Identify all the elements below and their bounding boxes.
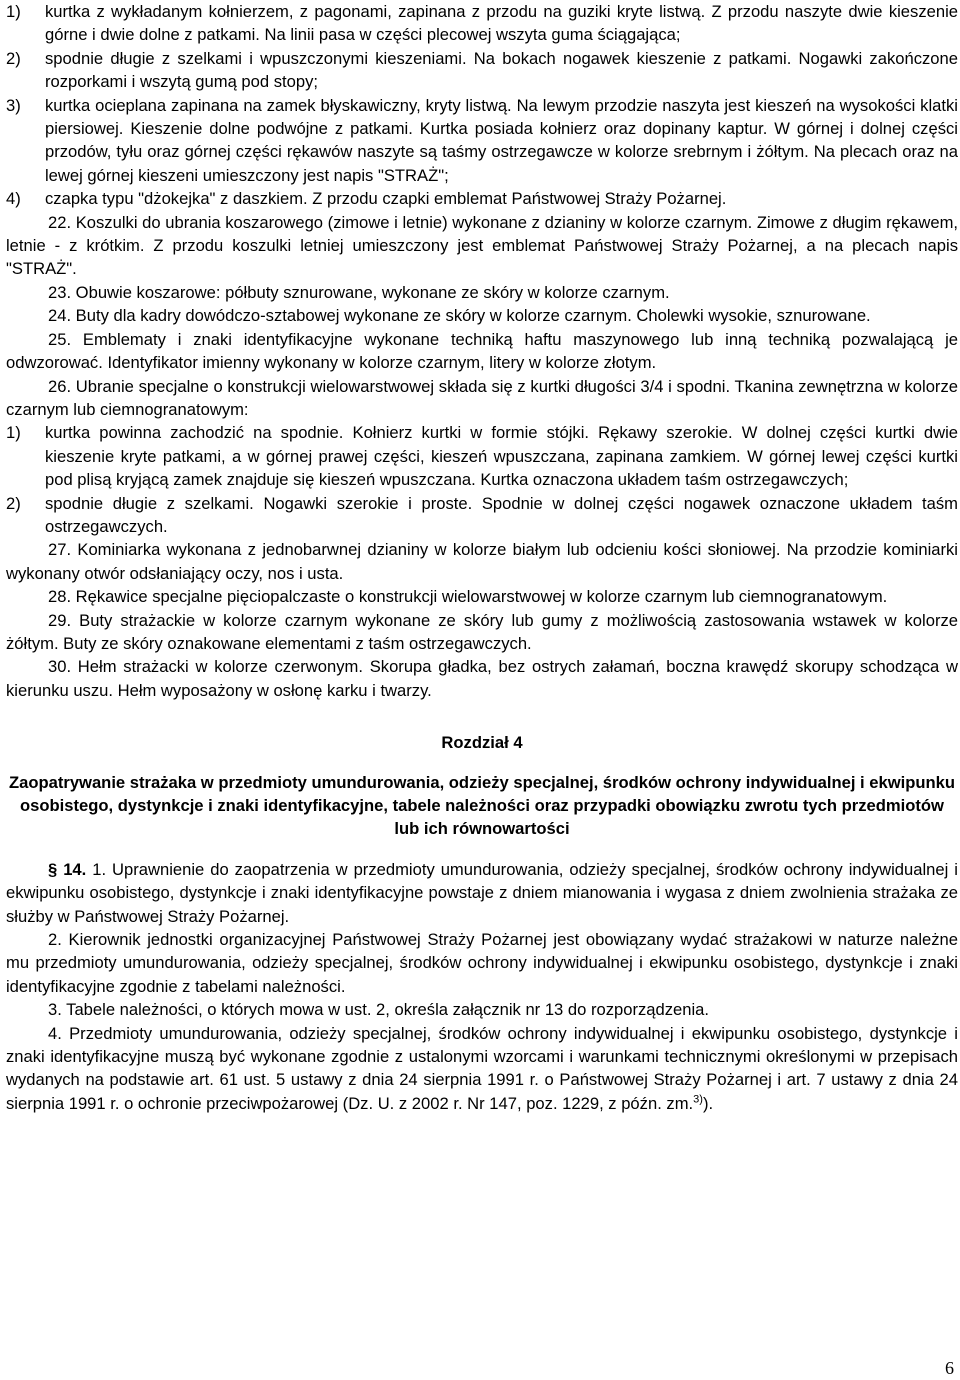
- list-item-number: 2): [6, 493, 21, 513]
- paragraph-27: 27. Kominiarka wykonana z jednobarwnej dzianiny w kolorze białym lub odcieniu kości słoniowej. Na przodzie kominiarki wykonany otwór odsłaniający oczy, nos i usta.: [6, 540, 958, 583]
- list-item-number: 4): [6, 189, 21, 209]
- list-item-number: 1): [6, 2, 21, 21]
- section-14-text-4: 4. Przedmioty umundurowania, odzieży specjalnej, środków ochrony indywidualnej i ekwipunku osobistego, dystynkcje i znaki identyfikacyjne muszą być wykonane zgodnie z ustalonymi wzorcami i warunkami technicznymi określonymi w przepisach wydanych na podstawie art. 61 ust. 5 ustawy z dnia 24 sierpnia 1991 r. o Państwowej Straży Pożarnej i art. 7 ustawy z dnia 24 sierpnia 1991 r. o ochronie przeciwpożarowej (Dz. U. z 2002 r. Nr 147, poz. 1229, z późn. zm.: [6, 1023, 958, 1113]
- list-item-text: kurtka powinna zachodzić na spodnie. Kołnierz kurtki w formie stójki. Rękawy szerokie. W dolnej części kurtki dwie kieszenie kryte patkami, a w górnej prawej części, kieszeń wpuszczana, zapinana zamkiem. W górnej lewej części kurtki pod plisą kryjącą zamek znajduje się kieszeń wpuszczana. Kurtka oznaczona układem taśm ostrzegawczych;: [45, 423, 958, 490]
- list-item: [6, 421, 958, 491]
- section-14-heading: § 14.: [48, 859, 87, 879]
- section-14-paragraph-1: [6, 858, 958, 928]
- paragraph-24: 24. Buty dla kadry dowódczo-sztabowej wykonane ze skóry w kolorze czarnym. Cholewki wysokie, sznurowane.: [48, 306, 871, 326]
- paragraph-23: 23. Obuwie koszarowe: półbuty sznurowane, wykonane ze skóry w kolorze czarnym.: [48, 282, 670, 302]
- list-item: [6, 187, 958, 210]
- paragraph-26: 26. Ubranie specjalne o konstrukcji wielowarstwowej składa się z kurtki długości 3/4 i spodni. Tkanina zewnętrzna w kolorze czarnym lub ciemnogranatowym:: [6, 376, 958, 419]
- list-item: [6, 0, 958, 47]
- paragraph-30: 30. Hełm strażacki w kolorze czerwonym. Skorupa gładka, bez ostrych załamań, boczna krawędź skorupy schodząca w kierunku uszu. Hełm wyposażony w osłonę karku i twarzy.: [6, 657, 958, 700]
- section-14-paragraph-2: 2. Kierownik jednostki organizacyjnej Państwowej Straży Pożarnej jest obowiązany wydać strażakowi w naturze należne mu przedmioty umundurowania, odzieży specjalnej, środków ochrony indywidualnej i ekwipunku osobistego, dystynkcje i znaki identyfikacyjne zgodnie z tabelami należności.: [6, 930, 958, 996]
- footnote-reference: 3): [693, 1093, 703, 1106]
- section-14-text-1: 1. Uprawnienie do zaopatrzenia w przedmioty umundurowania, odzieży specjalnej, środków ochrony indywidualnej i ekwipunku osobistego, dystynkcje i znaki identyfikacyjne powstaje z dniem mianowania i wygasa z dniem zwolnienia strażaka ze służby w Państwowej Straży Pożarnej.: [6, 859, 958, 926]
- paragraph-25: 25. Emblematy i znaki identyfikacyjne wykonane techniką haftu maszynowego lub inną techniką pozwalającą je odwzorować. Identyfikator imienny wykonany w kolorze czarnym, litery w kolorze złotym.: [6, 329, 958, 373]
- document-page: [6, 0, 958, 1115]
- list-item-number: 3): [6, 95, 21, 115]
- list-item-text: spodnie długie z szelkami. Nogawki szerokie i proste. Spodnie w dolnej części nogawek oznaczone układem taśm ostrzegawczych.: [45, 493, 958, 536]
- list-item-text: spodnie długie z szelkami i wpuszczonymi kieszeniami. Na bokach nogawek kieszenie z patkami. Nogawki zakończone rozporkami i wszytą gumą pod stopy;: [45, 48, 958, 92]
- section-14-paragraph-3: 3. Tabele należności, o których mowa w ust. 2, określa załącznik nr 13 do rozporządzenia.: [48, 1000, 710, 1020]
- chapter-heading: Rozdział 4: [441, 733, 523, 753]
- list-item: [6, 492, 958, 539]
- list-item: [6, 94, 958, 188]
- list-item: [6, 47, 958, 94]
- list-item-text: kurtka z wykładanym kołnierzem, z pagonami, zapinana z przodu na guziki kryte listwą. Z przodu naszyte dwie kieszenie górne i dwie dolne z patkami. Na linii pasa w części plecowej wszyta guma ściągająca;: [45, 2, 958, 45]
- chapter-title: Zaopatrywanie strażaka w przedmioty umundurowania, odzieży specjalnej, środków ochrony indywidualnej i ekwipunku osobistego, dystynkcje i znaki identyfikacyjne, tabele należności oraz przypadki obowiązku zwrotu tych przedmiotów lub ich równowartości: [8, 772, 956, 839]
- list-item-text: kurtka ocieplana zapinana na zamek błyskawiczny, kryty listwą. Na lewym przodzie naszyta jest kieszeń na wysokości klatki piersiowej. Kieszenie dolne podwójne z patkami. Kurtka posiada kołnierz oraz dopinany kaptur. W górnej i dolnej części przodów, tyłu oraz górnej części rękawów naszyte są taśmy ostrzegawcze w kolorze srebrnym i żółtym. Na plecach oraz na lewej górnej kieszeni umieszczony jest napis "STRAŻ";: [45, 95, 958, 185]
- paragraph-22: 22. Koszulki do ubrania koszarowego (zimowe i letnie) wykonane z dzianiny w kolorze czarnym. Zimowe z długim rękawem, letnie - z krótkim. Z przodu koszulki letniej umieszczony jest emblemat Państwowej Straży Pożarnej, a na plecach napis "STRAŻ".: [6, 212, 958, 279]
- list-item-number: 2): [6, 48, 21, 68]
- list-item-text: czapka typu "dżokejka" z daszkiem. Z przodu czapki emblemat Państwowej Straży Pożarnej.: [45, 189, 727, 209]
- list-item-number: 1): [6, 423, 21, 443]
- page-number: 6: [945, 1358, 954, 1378]
- paragraph-29: 29. Buty strażackie w kolorze czarnym wykonane ze skóry lub gumy z możliwością zastosowania wstawek w kolorze żółtym. Buty ze skóry oznakowane elementami z taśm ostrzegawczych.: [6, 610, 958, 653]
- section-14-text-4-end: ).: [702, 1093, 714, 1113]
- section-14-paragraph-4: [6, 1022, 958, 1116]
- paragraph-28: 28. Rękawice specjalne pięciopalczaste o konstrukcji wielowarstwowej w kolorze czarnym lub ciemnogranatowym.: [48, 587, 888, 607]
